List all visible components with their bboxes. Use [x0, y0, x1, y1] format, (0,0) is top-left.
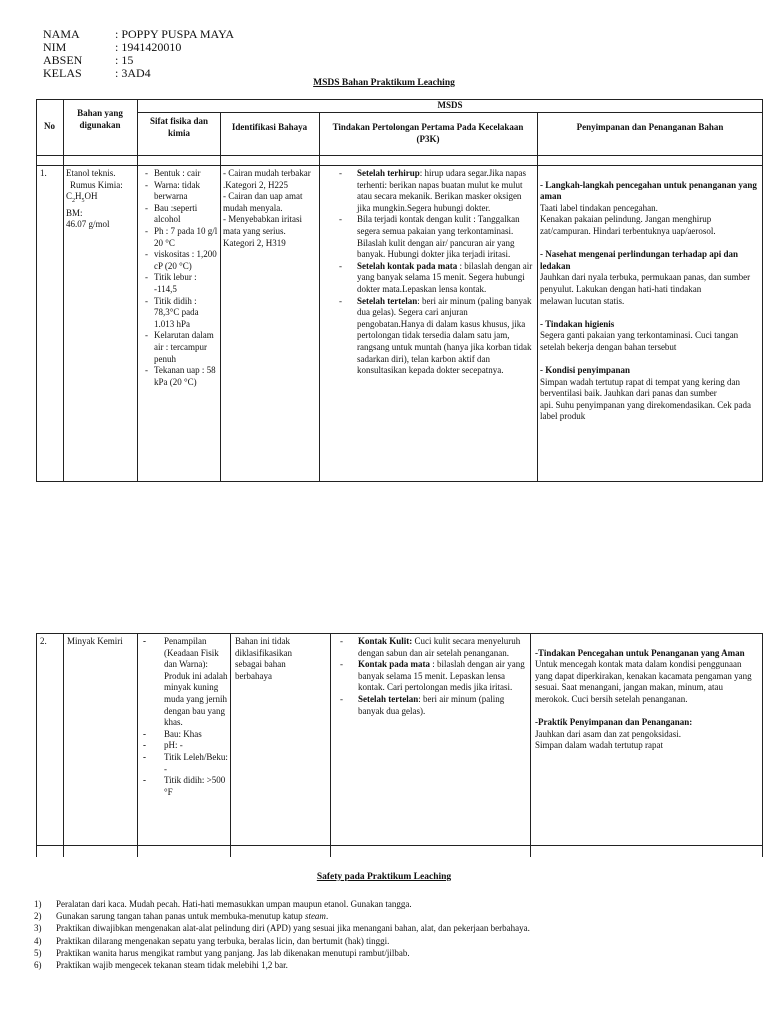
- list-item: - Titik lebur : -114,5: [142, 272, 218, 295]
- list-item: 2) Gunakan sarung tangan tahan panas untuk membuka-menutup katup steam.: [34, 911, 329, 922]
- list-item: - Bentuk : cair: [142, 168, 218, 180]
- student-info: [43, 28, 234, 80]
- list-item: - Penampilan (Keadaan Fisik dan Warna): Produk ini adalah minyak kuning muda yang jernih dengan bau yang khas.: [140, 636, 228, 729]
- list-item: - Bila terjadi kontak dengan kulit : Tanggalkan segera semua pakaian yang terkontaminasi. Bilaslah kulit dengan air/ pancuran air yang banyak. Hubungi dokter jika terjadi iritasi.: [333, 214, 533, 260]
- nama-line: NAMA : POPPY PUSPA MAYA: [43, 27, 235, 41]
- list-item: 5) Praktikan wanita harus mengikat rambut yang panjang. Jas lab dikenakan menutupi rambut/jilbab.: [34, 947, 410, 958]
- row2-bahan: Minyak Kemiri: [67, 636, 123, 646]
- col-sifat-header: Sifat fisika dan kimia: [149, 116, 209, 138]
- list-item: - Setelah tertelan: beri air minum (paling banyak dua gelas). Segera cari anjuran pengobatan.Hanya di dalam kasus khusus, jika pertolongan tidak tersedia dalam satu jam, rangsang untuk muntah (hanya jika korban tidak sadarkan diri), telan karbon aktif dan konsultasikan kepada dokter secepatnya.: [333, 296, 533, 377]
- list-item: - Setelah tertelan: beri air minum (paling banyak dua gelas).: [334, 694, 526, 717]
- list-item: - pH: -: [140, 740, 228, 752]
- list-item: - Kontak Kulit: Cuci kulit secara menyeluruh dengan sabun dan air setelah penanganan.: [334, 636, 526, 659]
- list-item: 4) Praktikan dilarang mengenakan sepatu yang terbuka, beralas licin, dan bertumit (hak) tinggi.: [34, 935, 390, 946]
- absen-line: ABSEN : 15: [43, 53, 134, 67]
- row1-p3k: [333, 168, 533, 377]
- row1-no: 1.: [40, 168, 47, 178]
- col-no-header: No: [44, 121, 55, 131]
- list-item: - Titik didih: >500 °F: [140, 775, 228, 798]
- col-bahan-header: Bahan yang digunakan: [77, 108, 123, 130]
- nim-line: NIM : 1941420010: [43, 40, 182, 54]
- list-item: - Titik Leleh/Beku: -: [140, 752, 228, 775]
- list-item: - Tekanan uap : 58 kPa (20 °C): [142, 365, 218, 388]
- list-item: - Bau :seperti alcohol: [142, 203, 218, 226]
- sifat-list: [142, 168, 218, 388]
- col-p3k-header: Tindakan Pertolongan Pertama Pada Kecelakaan (P3K): [332, 122, 524, 144]
- row2-no: 2.: [40, 636, 47, 646]
- col-identifikasi-header: Identifikasi Bahaya: [231, 122, 308, 132]
- row2-identifikasi: Bahan ini tidak diklasifikasikan sebagai bahan berbahaya: [235, 636, 292, 681]
- list-item: 1) Peralatan dari kaca. Mudah pecah. Hati-hati memasukkan umpan maupun etanol. Gunakan tangga.: [34, 899, 412, 909]
- row1-penyimpanan: - Langkah-langkah pencegahan untuk penanganan yang aman Taati label tindakan pencegahan. Kenakan pakaian pelindung. Jangan menghirup zat/campuran. Hindari terbentuknya uap/aerosol. - Nasehat mengenai perlindungan terhadap api dan ledakan Jauhkan dari nyala terbuka, permukaan panas, dan sumber penyulut. Lakukan dengan hati-hati tindakan melawan lucutan statis. - Tindakan higienis Segera ganti pakaian yang terkontaminasi. Cuci tangan setelah bekerja dengan bahan tersebut - Kondisi penyimpanan Simpan wadah tertutup rapat di tempat yang kering dan berventilasi baik. Jauhkan dari panas dan sumber api. Suhu penyimpanan yang direkomendasikan. Cek pada label produk: [540, 179, 757, 422]
- list-item: 6) Praktikan wajib mengecek tekanan steam tidak melebihi 1,2 bar.: [34, 960, 288, 971]
- page-title: MSDS Bahan Praktikum Leaching: [313, 78, 455, 88]
- row2-sifat: [140, 636, 228, 798]
- list-item: - Warna: tidak berwarna: [142, 180, 218, 203]
- list-item: - Bau: Khas: [140, 729, 228, 741]
- list-item: - Kontak pada mata : bilaslah dengan air yang banyak selama 15 menit. Lepaskan lensa kontak. Cari pertolongan medis jika iritasi.: [334, 659, 526, 694]
- list-item: 3) Praktikan diwajibkan mengenakan alat-alat pelindung diri (APD) yang sesuai jika menangani bahan, alat, dan pekerjaan berbahaya.: [34, 923, 530, 934]
- list-item: - Setelah kontak pada mata : bilaslah dengan air yang banyak selama 15 menit. Segera hubungi dokter mata.Lepaskan lensa kontak.: [333, 261, 533, 296]
- row1-bahan: Etanol teknis. Rumus Kimia: $C_2H_5OH$ BM: 46.07 g/mol: [66, 168, 136, 231]
- safety-title: Safety pada Praktikum Leaching: [316, 872, 452, 882]
- msds-group-header: MSDS: [437, 100, 463, 110]
- row2-p3k: [334, 636, 526, 717]
- list-item: - viskositas : 1,200 cP (20 °C): [142, 249, 218, 272]
- list-item: - Kelarutan dalam air : tercampur penuh: [142, 330, 218, 365]
- p3k-list: [334, 636, 526, 717]
- list-item: - Setelah terhirup: hirup udara segar.Jika napas terhenti: berikan napas buatan mulut ke mulut atau secara mekanik. Berikan masker oksigen jika mungkin.Segera hubungi dokter.: [333, 168, 533, 214]
- row2-penyimpanan: -Tindakan Pencegahan untuk Penanganan yang Aman Untuk mencegah kontak mata dalam kondisi penggunaan yang dapat diperkirakan, kenakan kacamata pengaman yang sesuai. Saat menangani, jangan makan, minum, atau merokok. Cuci bersih setelah penanganan. -Praktik Penyimpanan dan Penanganan: Jauhkan dari asam dan zat pengoksidasi. Simpan dalam wadah tertutup rapat: [535, 647, 752, 751]
- row1-identifikasi: - Cairan mudah terbakar .Kategori 2, H225 - Cairan dan uap amat mudah menyala. - Menyebabkan iritasi mata yang serius. Kategori 2, H319: [223, 168, 311, 248]
- list-item: - Titik didih : 78,3°C pada 1.013 hPa: [142, 296, 218, 331]
- p3k-list: [333, 168, 533, 377]
- sifat-list: [140, 636, 228, 798]
- safety-list: [34, 898, 754, 971]
- row1-sifat: [142, 168, 218, 388]
- col-penyimpanan-header: Penyimpanan dan Penanganan Bahan: [576, 122, 724, 132]
- chemical-formula: $C_2H_5OH$: [66, 191, 98, 204]
- list-item: - Ph : 7 pada 10 g/l 20 °C: [142, 226, 218, 249]
- kelas-line: KELAS : 3AD4: [43, 66, 151, 80]
